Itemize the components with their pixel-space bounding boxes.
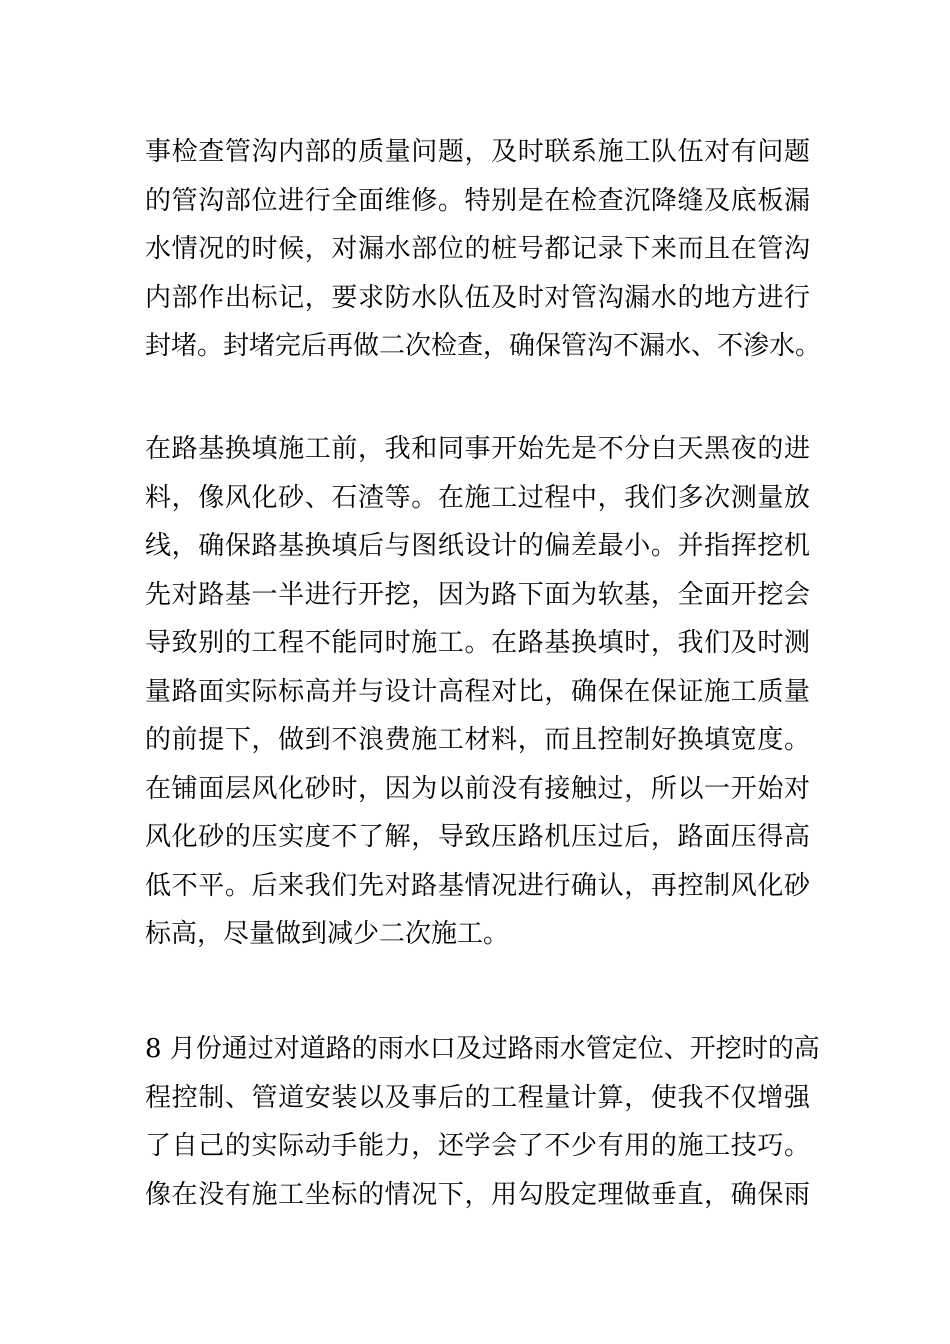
- text-line: 先对路基一半进行开挖，因为路下面为软基，全面开挖会: [145, 579, 810, 610]
- text-line: 导致别的工程不能同时施工。在路基换填时，我们及时测: [145, 628, 810, 658]
- paragraph-2: [145, 425, 810, 959]
- text-line: 标高，尽量做到减少二次施工。: [145, 919, 510, 949]
- text-line: 像在没有施工坐标的情况下，用勾股定理做垂直，确保雨: [145, 1179, 810, 1210]
- text-line: 低不平。后来我们先对路基情况进行确认，再控制风化砂: [145, 870, 810, 901]
- text-line: 料，像风化砂、石渣等。在施工过程中，我们多次测量放: [145, 482, 810, 513]
- text-line: 内部作出标记，要求防水队伍及时对管沟漏水的地方进行: [145, 282, 810, 313]
- text-line: 线，确保路基换填后与图纸设计的偏差最小。并指挥挖机: [145, 531, 810, 561]
- paragraph-1: [145, 128, 822, 371]
- text-line: 在铺面层风化砂时，因为以前没有接触过，所以一开始对: [145, 773, 810, 804]
- paragraph-3: [145, 1025, 820, 1219]
- text-line: 风化砂的压实度不了解，导致压路机压过后，路面压得高: [145, 822, 810, 852]
- text-line: 水情况的时候，对漏水部位的桩号都记录下来而且在管沟: [145, 234, 810, 264]
- text-line: 在路基换填施工前，我和同事开始先是不分白天黑夜的进: [145, 434, 810, 464]
- text-line: 封堵。封堵完后再做二次检查，确保管沟不漏水、不渗水。: [145, 331, 822, 361]
- text-line: 量路面实际标高并与设计高程对比，确保在保证施工质量: [145, 676, 810, 707]
- text-line: 了自己的实际动手能力，还学会了不少有用的施工技巧。: [145, 1131, 810, 1161]
- text-line: 的管沟部位进行全面维修。特别是在检查沉降缝及底板漏: [145, 185, 810, 216]
- text-line: 8 月份通过对道路的雨水口及过路雨水管定位、开挖时的高: [145, 1034, 820, 1064]
- text-line: 事检查管沟内部的质量问题，及时联系施工队伍对有问题: [145, 137, 810, 167]
- text-line: 的前提下，做到不浪费施工材料，而且控制好换填宽度。: [145, 725, 810, 755]
- text-line: 程控制、管道安装以及事后的工程量计算，使我不仅增强: [145, 1082, 810, 1113]
